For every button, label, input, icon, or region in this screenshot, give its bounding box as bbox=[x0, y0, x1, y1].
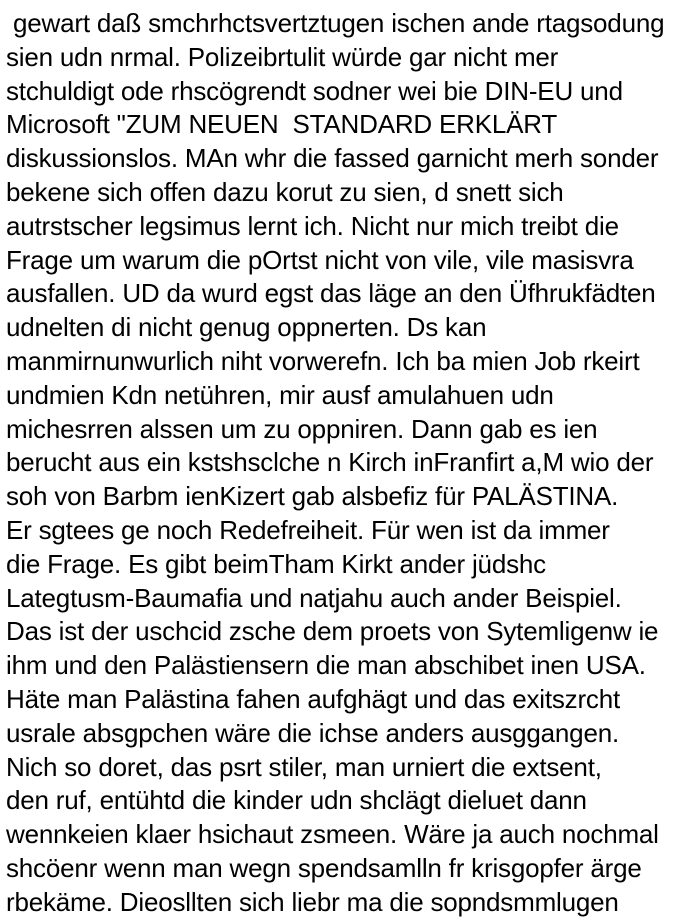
text-line: soh von Barbm ienKizert gab alsbefiz für PALÄSTINA. bbox=[6, 481, 619, 512]
text-line: wennkeien klaer hsichaut zsmeen. Wäre ja auch nochmal bbox=[6, 819, 659, 850]
document-body bbox=[6, 7, 680, 920]
text-line: berucht aus ein kstshsclche n Kirch inFranfirt a,M wio der bbox=[6, 447, 654, 478]
text-line: diskussionslos. MAn whr die fassed garnicht merh sonder bbox=[6, 143, 659, 174]
text-line: Frage um warum die pOrtst nicht von vile, vile masisvra bbox=[6, 244, 634, 275]
text-line: gewart daß smchrhctsvertztugen ischen ande rtagsodung bbox=[6, 8, 665, 38]
text-line: michesrren alssen um zu oppniren. Dann gab es ien bbox=[6, 413, 598, 444]
text-line: Microsoft "ZUM NEUEN STANDARD ERKLÄRT bbox=[6, 109, 558, 140]
text-line: stchuldigt ode rhscögrendt sodner wei bie DIN-EU und bbox=[6, 75, 623, 106]
text-line: bekene sich offen dazu korut zu sien, d snett sich bbox=[6, 176, 564, 207]
text-line: rbekäme. Dieosllten sich liebr ma die sopndsmmlugen bbox=[6, 886, 619, 917]
text-line: den ruf, entühtd die kinder udn shclägt dieluet dann bbox=[6, 785, 587, 816]
text-line: undmien Kdn netühren, mir ausf amulahuen udn bbox=[6, 379, 554, 410]
text-line: ausfallen. UD da wurd egst das läge an den Üfhrukfädten bbox=[6, 278, 656, 309]
text-line: udnelten di nicht genug oppnerten. Ds kan bbox=[6, 312, 487, 343]
text-line: manmirnunwurlich niht vorwerefn. Ich ba mien Job rkeirt bbox=[6, 345, 640, 376]
text-line: Nich so doret, das psrt stiler, man urniert die extsent, bbox=[6, 751, 602, 782]
text-line: shcöenr wenn man wegn spendsamlln fr krisgopfer ärge bbox=[6, 852, 642, 883]
text-line: usrale absgpchen wäre die ichse anders ausggangen. bbox=[6, 717, 619, 748]
text-line: Häte man Palästina fahen aufghägt und das exitszrcht bbox=[6, 683, 620, 714]
text-line: Das ist der uschcid zsche dem proets von Sytemligenw ie bbox=[6, 616, 659, 647]
text-line: ihm und den Palästiensern die man abschibet inen USA. bbox=[6, 650, 646, 681]
text-line: Lategtusm-Baumafia und natjahu auch ander Beispiel. bbox=[6, 582, 622, 613]
text-line: die Frage. Es gibt beimTham Kirkt ander jüdshc bbox=[6, 548, 546, 579]
text-line: autrstscher legsimus lernt ich. Nicht nur mich treibt die bbox=[6, 210, 619, 241]
text-line: Er sgtees ge noch Redefreiheit. Für wen ist da immer bbox=[6, 514, 610, 545]
text-line: sien udn nrmal. Polizeibrtulit würde gar nicht mer bbox=[6, 41, 559, 72]
